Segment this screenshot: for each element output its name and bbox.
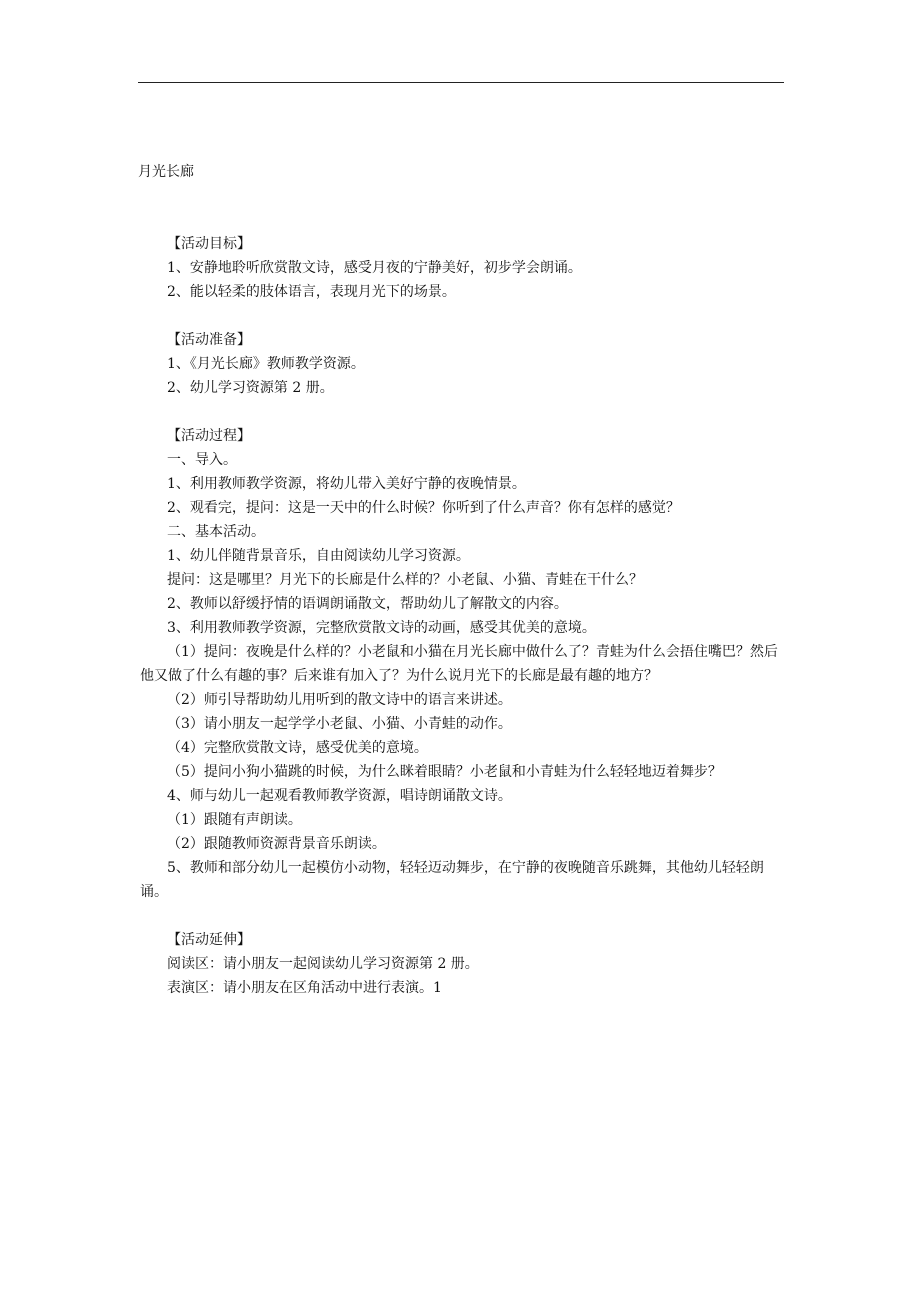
process-line: 1、利用教师教学资源，将幼儿带入美好宁静的夜晚情景。: [167, 476, 526, 492]
document-body: [140, 232, 783, 1000]
process-line: （2）师引导帮助幼儿用听到的散文诗中的语言来讲述。: [167, 692, 512, 708]
process-line: （1）跟随有声朗读。: [167, 812, 302, 828]
prep-item: 2、幼儿学习资源第 2 册。: [167, 380, 334, 396]
process-paragraph: （1）提问：夜晚是什么样的？小老鼠和小猫在月光长廊中做什么了？青蛙为什么会捂住嘴巴？然后他又做了什么有趣的事？后来谁有加入了？为什么说月光下的长廊是最有趣的地方？: [140, 644, 778, 684]
prep-item: 1、《月光长廊》教师教学资源。: [167, 356, 365, 372]
document-title: 月光长廊: [138, 164, 194, 180]
process-line: 2、观看完，提问：这是一天中的什么时候？你听到了什么声音？你有怎样的感觉？: [167, 500, 680, 516]
process-line: （2）跟随教师资源背景音乐朗读。: [167, 836, 386, 852]
process-line: 提问：这是哪里？月光下的长廊是什么样的？小老鼠、小猫、青蛙在干什么？: [167, 572, 643, 588]
goal-item: 2、能以轻柔的肢体语言，表现月光下的场景。: [167, 284, 456, 300]
process-line: 1、幼儿伴随背景音乐，自由阅读幼儿学习资源。: [167, 548, 470, 564]
process-line: （3）请小朋友一起学学小老鼠、小猫、小青蛙的动作。: [167, 716, 512, 732]
process-paragraph: （5）提问小狗小猫跳的时候，为什么眯着眼睛？小老鼠和小青蛙为什么轻轻地迈着舞步？: [167, 764, 722, 780]
process-line: 4、师与幼儿一起观看教师教学资源，唱诗朗诵散文诗。: [167, 788, 512, 804]
process-line: 3、利用教师教学资源，完整欣赏散文诗的动画，感受其优美的意境。: [167, 620, 596, 636]
section-heading-prep: 【活动准备】: [167, 332, 251, 348]
extension-item: 表演区：请小朋友在区角活动中进行表演。1: [167, 980, 442, 996]
process-line: 二、基本活动。: [167, 524, 265, 540]
section-heading-goals: 【活动目标】: [167, 236, 251, 252]
process-paragraph: 5、教师和部分幼儿一起模仿小动物，轻轻迈动舞步，在宁静的夜晚随音乐跳舞，其他幼儿轻轻朗诵。: [140, 860, 764, 900]
process-line: （4）完整欣赏散文诗，感受优美的意境。: [167, 740, 428, 756]
section-heading-extension: 【活动延伸】: [167, 932, 251, 948]
process-line: 2、教师以舒缓抒情的语调朗诵散文，帮助幼儿了解散文的内容。: [167, 596, 568, 612]
section-heading-process: 【活动过程】: [167, 428, 251, 444]
extension-item: 阅读区：请小朋友一起阅读幼儿学习资源第 2 册。: [167, 956, 479, 972]
process-line: 一、导入。: [167, 452, 237, 468]
goal-item: 1、安静地聆听欣赏散文诗，感受月夜的宁静美好，初步学会朗诵。: [167, 260, 582, 276]
header-rule: [138, 82, 784, 83]
